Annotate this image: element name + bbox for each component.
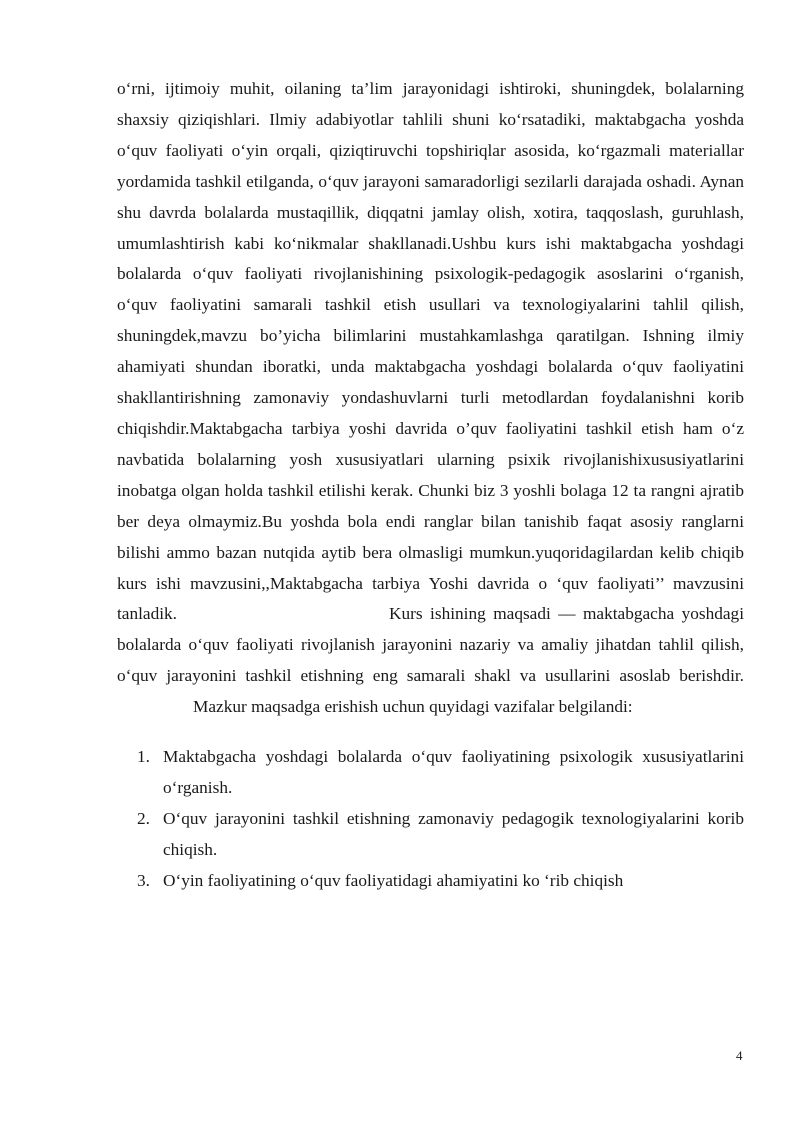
body-paragraph [117,74,744,723]
list-item-number: 3. [137,870,150,890]
list-item [117,866,744,897]
list-item-text: O‘yin faoliyatining o‘quv faoliyatidagi ahamiyatini ko ‘rib chiqish [163,870,624,890]
list-item-number: 2. [137,808,150,828]
list-item [117,804,744,866]
body-text [117,74,744,897]
task-list [117,742,744,897]
list-item [117,742,744,804]
paragraph-3: Mazkur maqsadga erishish uchun quyidagi vazifalar belgilandi: [193,697,633,717]
list-item-number: 1. [137,747,150,767]
page-number: 4 [736,1048,743,1063]
list-item-text: Maktabgacha yoshdagi bolalarda o‘quv faoliyatining psixologik xususiyatlarini o‘rganish. [163,747,744,797]
paragraph-2: Kurs ishining maqsadi — maktabgacha yoshdagi bolalarda o‘quv faoliyati rivojlanish jarayonini nazariy va amaliy jihatdan tahlil qilish, o‘quv jarayonini tashkil etishning eng samarali shakl va usullarini asoslab berishdir. [117,604,744,686]
list-item-text: O‘quv jarayonini tashkil etishning zamonaviy pedagogik texnologiyalarini korib chiqish. [163,808,744,859]
paragraph-1: o‘rni, ijtimoiy muhit, oilaning ta’lim jarayonidagi ishtiroki, shuningdek, bolalarning shaxsiy qiziqishlari. Ilmiy adabiyotlar tahlili shuni ko‘rsatadiki, maktabgacha yoshda o‘quv faoliyati o‘yin orqali, qiziqtiruvchi topshiriqlar asosida, ko‘rgazmali materiallar yordamida tashkil etilganda, o‘quv jarayoni samaradorligi sezilarli darajada oshadi. Aynan shu davrda bolalarda mustaqillik, diqqatni jamlay olish, xotira, taqqoslash, guruhlash, umumlashtirish kabi ko‘nikmalar shakllanadi.Ushbu kurs ishi maktabgacha yoshdagi bolalarda o‘quv faoliyati rivojlanishining psixologik-pedagogik asoslarini o‘rganish, o‘quv faoliyatini samarali tashkil etish usullari va texnologiyalarini tahlil qilish, shuningdek,mavzu bo’yicha bilimlarini mustahkamlashga qaratilgan. Ishning ilmiy ahamiyati shundan iboratki, unda maktabgacha yoshdagi bolalarda o‘quv faoliyatini shakllantirishning zamonaviy yondashuvlarni turli metodlardan foydalanishni korib chiqishdir.Maktabgacha tarbiya yoshi davrida o’quv faoliyatini tashkil etish ham o‘z navbatida bolalarning yosh xususiyatlari ularning psixik rivojlanishixususiyatlarini inobatga olgan holda tashkil etilishi kerak. Chunki biz 3 yoshli bolaga 12 ta rangni ajratib ber deya olmaymiz.Bu yoshda bola endi ranglar bilan tanishib faqat asosiy ranglarni bilishi ammo bazan nutqida aytib bera olmasligi mumkun.yuqoridagilardan kelib chiqib kurs ishi mavzusini,,Maktabgacha tarbiya Yoshi davrida o ‘quv faoliyati’’ mavzusini tanladik. [117,79,744,624]
